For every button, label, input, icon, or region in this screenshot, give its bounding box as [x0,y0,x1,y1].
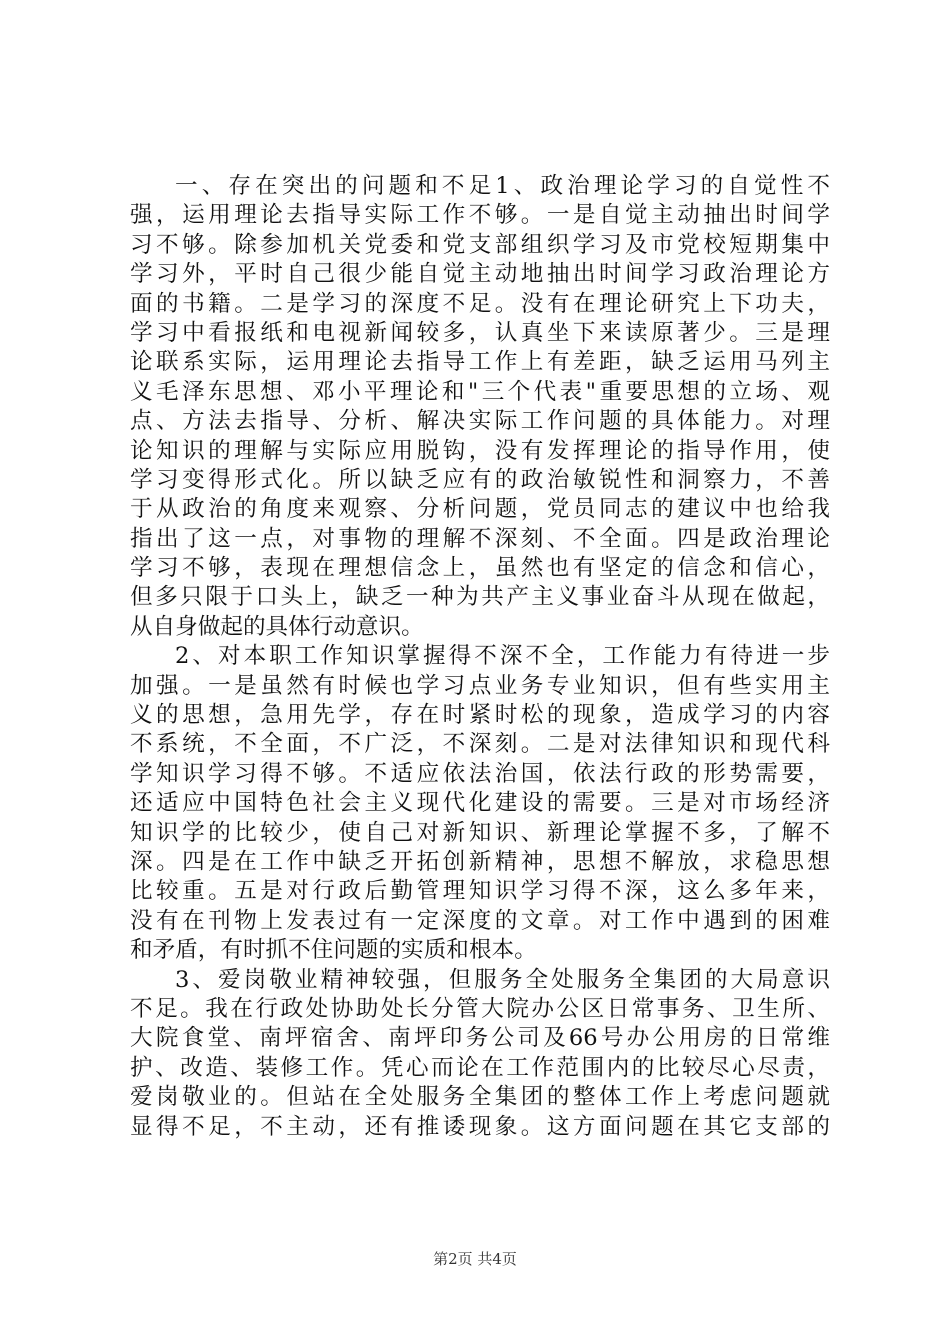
text-line: 爱岗敬业的。但站在全处服务全集团的整体工作上考虑问题就 [130,1084,830,1111]
text-line: 深。四是在工作中缺乏开拓创新精神，思想不解放，求稳思想 [130,848,830,875]
text-line: 学知识学习得不够。不适应依法治国，依法行政的形势需要， [130,760,830,787]
text-line: 学习外，平时自己很少能自觉主动地抽出时间学习政治理论方 [130,261,830,288]
text-line: 和矛盾，有时抓不住问题的实质和根本。 [130,937,537,964]
text-line: 指出了这一点，对事物的理解不深刻、不全面。四是政治理论 [130,525,830,552]
text-line: 论联系实际，运用理论去指导工作上有差距，缺乏运用马列主 [130,349,830,376]
text-line: 点、方法去指导、分析、解决实际工作问题的具体能力。对理 [130,408,830,435]
document-body [130,172,830,1142]
text-line: 义毛泽东思想、邓小平理论和"三个代表"重要思想的立场、观 [130,378,830,405]
text-line: 知识学的比较少，使自己对新知识、新理论掌握不多，了解不 [130,819,830,846]
text-line: 学习不够，表现在理想信念上，虽然也有坚定的信念和信心， [130,555,830,582]
text-line: 没有在刊物上发表过有一定深度的文章。对工作中遇到的困难 [130,907,830,934]
text-line: 习不够。除参加机关党委和党支部组织学习及市党校短期集中 [130,231,830,258]
text-line: 面的书籍。二是学习的深度不足。没有在理论研究上下功夫， [130,290,830,317]
page-footer: 第2页 共4页 [433,1250,517,1268]
text-line: 于从政治的角度来观察、分析问题，党员同志的建议中也给我 [130,496,830,523]
text-line: 论知识的理解与实际应用脱钩，没有发挥理论的指导作用，使 [130,437,830,464]
text-line: 护、改造、装修工作。凭心而论在工作范围内的比较尽心尽责， [130,1054,830,1081]
text-line: 义的思想，急用先学，存在时紧时松的现象，造成学习的内容 [130,702,830,729]
text-line: 比较重。五是对行政后勤管理知识学习得不深，这么多年来， [130,878,830,905]
text-line: 学习变得形式化。所以缺乏应有的政治敏锐性和洞察力，不善 [130,466,830,493]
text-line: 不系统，不全面，不广泛，不深刻。二是对法律知识和现代科 [130,731,830,758]
text-line: 强，运用理论去指导实际工作不够。一是自觉主动抽出时间学 [130,202,830,229]
text-line: 加强。一是虽然有时候也学习点业务专业知识，但有些实用主 [130,672,830,699]
text-line: 2、对本职工作知识掌握得不深不全，工作能力有待进一步 [175,643,830,670]
text-line: 但多只限于口头上，缺乏一种为共产主义事业奋斗从现在做起， [130,584,830,611]
text-line: 一、存在突出的问题和不足1、政治理论学习的自觉性不 [175,173,830,199]
text-line: 还适应中国特色社会主义现代化建设的需要。三是对市场经济 [130,790,830,817]
text-line: 学习中看报纸和电视新闻较多，认真坐下来读原著少。三是理 [130,319,830,346]
text-line: 大院食堂、南坪宿舍、南坪印务公司及66号办公用房的日常维 [130,1025,830,1052]
text-line: 从自身做起的具体行动意识。 [130,613,424,640]
text-line: 不足。我在行政处协助处长分管大院办公区日常事务、卫生所、 [130,995,830,1022]
text-line: 3、爱岗敬业精神较强，但服务全处服务全集团的大局意识 [175,966,830,993]
text-line: 显得不足，不主动，还有推诿现象。这方面问题在其它支部的 [130,1113,830,1140]
